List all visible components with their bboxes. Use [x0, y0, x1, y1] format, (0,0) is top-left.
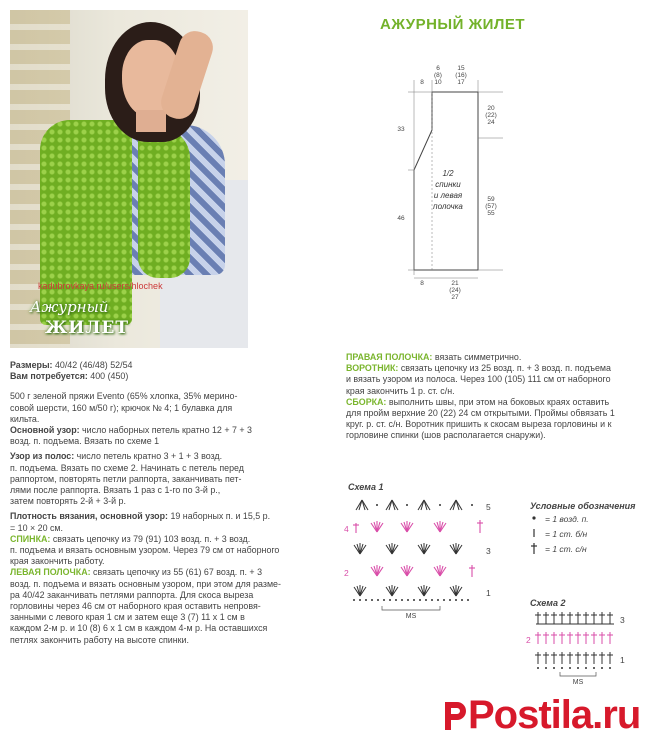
assembly-label: СБОРКА: [346, 396, 387, 407]
left-front-3: ра 40/42 заканчивать петлями раппорта. Для скоса выреза [10, 589, 254, 600]
scheme2-ms: MS [572, 679, 584, 686]
need-label: Вам потребуется: [10, 371, 88, 382]
dim-left-mid: 33 [397, 126, 405, 133]
dim-r1b: (22) [485, 112, 497, 119]
collar-2: и вязать узором из полоса. Через 100 (105) 111 см от наборного [346, 374, 611, 385]
assembly-4: горловине спинки (шов располагается снаружи). [346, 430, 546, 441]
stripe-1: число петель кратно 3 + 1 + 3 возд. [74, 451, 223, 462]
pattern-label-top: 1/2 [442, 169, 454, 178]
legend-symbols [528, 512, 542, 556]
chain-icon [532, 516, 535, 519]
dim-top-e: (16) [455, 72, 467, 79]
photo-url: kadubrovkaya.ru/users/hlochek [38, 281, 163, 291]
photo-caption-1: Ажурный [30, 298, 109, 316]
legend-title: Условные обозначения [530, 501, 636, 511]
legend-sc: = 1 ст. б/н [545, 529, 588, 539]
pattern-label-3: полочка [433, 202, 463, 211]
density-2: = 10 × 20 см. [10, 522, 63, 533]
materials-1: 500 г зеленой пряжи Evento (65% хлопка, 35% мерино- [10, 391, 238, 402]
collar-1: связать цепочку из 25 возд. п. + 3 возд. п. подъема [398, 363, 611, 374]
left-front-label: ЛЕВАЯ ПОЛОЧКА: [10, 567, 91, 578]
dim-left-bot: 8 [420, 280, 424, 287]
left-front-7: петлях закончить работу на высоте спинки. [10, 634, 189, 645]
scheme2-row-3: 3 [620, 615, 625, 625]
dim-b2: (24) [449, 287, 461, 294]
pattern-label-2: и левая [433, 191, 463, 200]
right-front-label: ПРАВАЯ ПОЛОЧКА: [346, 352, 433, 362]
sizes-label: Размеры: [10, 360, 53, 370]
postila-logo-icon [442, 700, 468, 732]
back-3: края закончить работу. [10, 556, 105, 567]
scheme1-row-3: 3 [486, 546, 491, 556]
scheme1-chart [340, 490, 500, 620]
stripe-label: Узор из полос: [10, 451, 75, 462]
main-pattern-2: возд. п. подъема. Вязать по схеме 1 [10, 436, 160, 447]
scheme1-row-1: 1 [486, 588, 491, 598]
left-front-5: занными с левого края 1 см и затем еще 3 (7) 11 х 1 см в [10, 612, 245, 623]
dim-r2b: (57) [485, 203, 497, 210]
scheme2-row-2: 2 [526, 635, 531, 645]
scheme1-row-2: 2 [344, 568, 349, 578]
scheme1-ms: MS [405, 613, 417, 620]
back-label: СПИНКА: [10, 533, 51, 544]
dim-r1c: 24 [487, 119, 495, 126]
legend-dc: = 1 ст. с/н [545, 544, 587, 554]
stripe-5: затем повторять 2-й + 3-й р. [10, 496, 126, 507]
collar-label: ВОРОТНИК: [346, 363, 399, 374]
left-text [10, 360, 320, 646]
dim-r1a: 20 [487, 105, 495, 112]
materials-3: кильта. [10, 413, 40, 424]
assembly-2: для пройм верхние 20 (22) 24 см открытыми. Проймы обвязать 1 [346, 408, 615, 419]
left-front-6: каждом 2-м р. и 10 (8) 6 х 1 см в каждом 4-м р. На оставшихся [10, 623, 268, 634]
dim-top-f: 17 [457, 79, 465, 86]
dim-top-a: 6 [436, 65, 440, 72]
collar-3: края закончить 1 р. ст. с/н. [346, 385, 455, 396]
watermark: Postila.ru [468, 693, 641, 737]
scheme1-row-5: 5 [486, 502, 491, 512]
back-2: п. подъема и вязать основным узором. Через 79 см от наборного [10, 545, 280, 556]
pattern-label-1: спинки [435, 180, 461, 189]
dim-top-d: 15 [457, 65, 465, 72]
legend-chain: = 1 возд. п. [545, 514, 589, 524]
photo-caption-2: ЖИЛЕТ [45, 318, 130, 338]
density-label: Плотность вязания, основной узор: [10, 511, 168, 522]
right-front-1: вязать симметрично. [432, 352, 522, 362]
stripe-3: раппортом, повторять петли раппорта, заканчивать пет- [10, 473, 242, 484]
scheme1-row-4: 4 [344, 524, 349, 534]
sizes-value: 40/42 (46/48) 52/54 [54, 360, 133, 370]
page-title: АЖУРНЫЙ ЖИЛЕТ [380, 16, 526, 33]
dim-b1: 21 [451, 280, 459, 287]
scheme2-chart [520, 606, 640, 688]
dim-r2a: 59 [487, 196, 495, 203]
pattern-diagram [385, 60, 515, 305]
left-front-2: возд. п. подъема и вязать основным узором, при этом для разме- [10, 578, 281, 589]
scheme2-row-1: 1 [620, 655, 625, 665]
dim-top-c: 10 [434, 79, 442, 86]
scheme1-label: Схема 1 [348, 482, 384, 492]
left-front-1: связать цепочку из 55 (61) 67 возд. п. + 3 [90, 567, 263, 578]
need-value: 400 (450) [90, 371, 129, 382]
stripe-2: п. подъема. Вязать по схеме 2. Начинать с петель перед [10, 462, 244, 473]
stripe-4: лями после раппорта. Вязать 1 раз с 1-го по 3-й р., [10, 485, 221, 496]
dim-left-top: 8 [420, 79, 424, 86]
dim-r2c: 55 [487, 210, 495, 217]
left-front-4: горловины через 46 см от наборного края оставить непровя- [10, 601, 261, 612]
dim-left-low: 46 [397, 215, 405, 222]
dim-top-b: (8) [434, 72, 442, 79]
materials-2: совой шерсти, 160 м/50 г); крючок № 4; 1 булавка для [10, 402, 233, 413]
main-pattern-1: число наборных петель кратно 12 + 7 + 3 [79, 425, 252, 436]
main-pattern-label: Основной узор: [10, 425, 80, 436]
density-1: 19 наборных п. и 15,5 р. [167, 511, 271, 522]
assembly-3: круг. р. ст. с/н. Воротник пришить к скосам выреза горловины и к [346, 419, 612, 430]
dim-b3: 27 [451, 294, 459, 301]
assembly-1: выполнить швы, при этом на боковых краях оставить [386, 396, 610, 407]
right-text [346, 352, 646, 442]
back-1: связать цепочку из 79 (91) 103 возд. п. + 3 возд. [50, 533, 251, 544]
scheme2-label: Схема 2 [530, 598, 566, 608]
